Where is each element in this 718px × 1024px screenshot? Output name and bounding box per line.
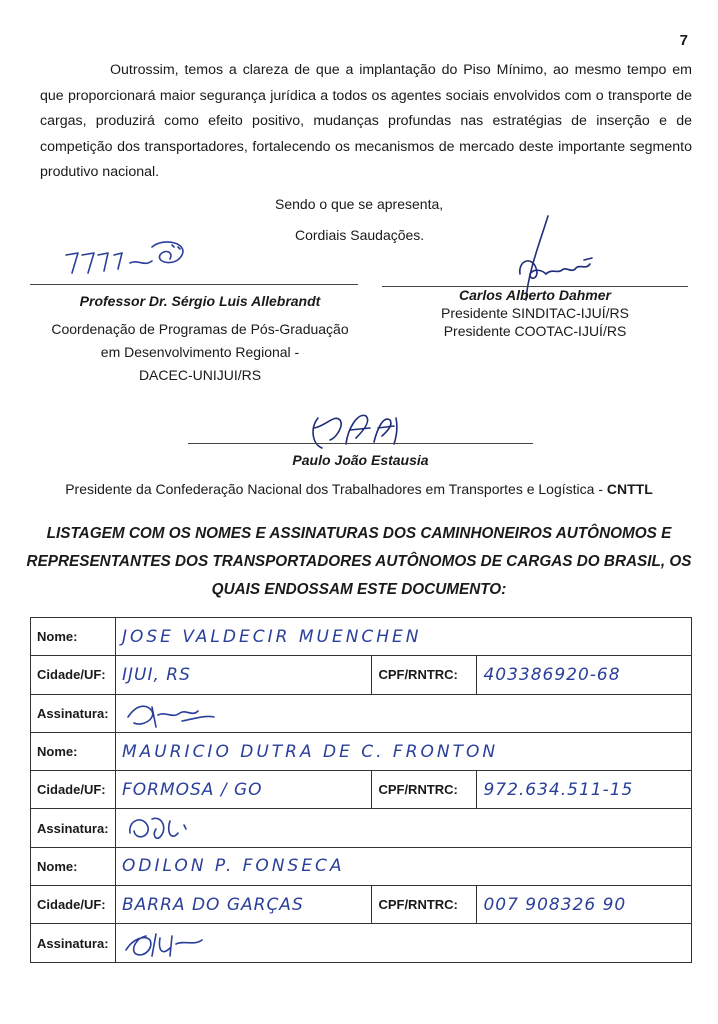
greeting: Cordiais Saudações. [295,227,425,243]
city-value[interactable]: BARRA DO GARÇAS [116,886,372,924]
signature-line-1 [30,284,358,285]
handwritten-signature-entry-1 [122,697,222,731]
signatory-name-2: Carlos Alberto Dahmer [459,287,611,303]
table-row [31,809,692,847]
table-row [31,656,692,694]
city-label: Cidade/UF: [31,886,116,924]
city-value[interactable]: FORMOSA / GO [116,771,372,809]
signature-label: Assinatura: [31,694,116,732]
signature-field[interactable] [116,924,692,962]
signature-line-3 [188,443,533,444]
table-row [31,694,692,732]
signatory-role-1c: DACEC-UNIJUI/RS [138,367,262,383]
handwritten-signature-allebrandt [60,233,200,285]
name-value[interactable]: MAURICIO DUTRA DE C. FRONTON [116,732,692,770]
table-row [31,924,692,962]
name-label: Nome: [31,847,116,885]
handwritten-signature-estausia [300,404,410,456]
cpf-label: CPF/RNTRC: [372,886,477,924]
signatory-name-3: Paulo João Estausia [292,452,429,468]
table-row [31,886,692,924]
handwritten-signature-entry-3 [122,926,232,960]
name-label: Nome: [31,618,116,656]
signatory-role-2a: Presidente SINDITAC-IJUÍ/RS [440,305,629,321]
cpf-value[interactable]: 007 908326 90 [477,886,692,924]
signatory-name-1: Professor Dr. Sérgio Luis Allebrandt [79,293,321,309]
list-heading: LISTAGEM COM OS NOMES E ASSINATURAS DOS CAMINHONEIROS AUTÔNOMOS E REPRESENTANTES DOS TRANSPORTADORES AUTÔNOMOS DE CARGAS DO BRASIL, OS QUAIS ENDOSSAM ESTE DOCUMENTO: [26,525,692,598]
city-label: Cidade/UF: [31,656,116,694]
table-row [31,771,692,809]
handwritten-signature-entry-2 [122,811,242,845]
table-row [31,847,692,885]
cpf-label: CPF/RNTRC: [372,656,477,694]
signature-label: Assinatura: [31,809,116,847]
city-value[interactable]: IJUI, RS [116,656,372,694]
cpf-value[interactable]: 403386920-68 [477,656,692,694]
page-number: 7 [679,32,688,49]
signatory-role-3-org: CNTTL [606,481,653,497]
name-label: Nome: [31,732,116,770]
signatory-role-2b: Presidente COOTAC-IJUÍ/RS [443,323,627,339]
closing-line: Sendo o que se apresenta, [275,196,444,212]
cpf-label: CPF/RNTRC: [372,771,477,809]
endorsement-table [30,617,692,963]
signature-label: Assinatura: [31,924,116,962]
signatory-role-3 [20,478,698,501]
cpf-value[interactable]: 972.634.511-15 [477,771,692,809]
body-paragraph-text: Outrossim, temos a clareza de que a implantação do Piso Mínimo, ao mesmo tempo em que proporcionará maior segurança jurídica a todos os agentes sociais envolvidos com o transporte de cargas, produzirá como efeito positivo, mudanças profundas nas estratégias de inserção e de competição dos transportadores, fortalecendo os mecanismos de mercado deste importante segmento produtivo nacional. [40,62,692,180]
signature-field[interactable] [116,809,692,847]
city-label: Cidade/UF: [31,771,116,809]
signatory-role-3-text: Presidente da Confederação Nacional dos Trabalhadores em Transportes e Logística - [65,481,607,497]
name-value[interactable]: ODILON P. FONSECA [116,847,692,885]
signatory-role-1a: Coordenação de Programas de Pós-Graduação [51,321,349,337]
table-row [31,618,692,656]
body-paragraph [40,58,692,186]
signatory-role-1b: em Desenvolvimento Regional - [100,344,300,360]
table-row [31,732,692,770]
signature-field[interactable] [116,694,692,732]
name-value[interactable]: JOSE VALDECIR MUENCHEN [116,618,692,656]
